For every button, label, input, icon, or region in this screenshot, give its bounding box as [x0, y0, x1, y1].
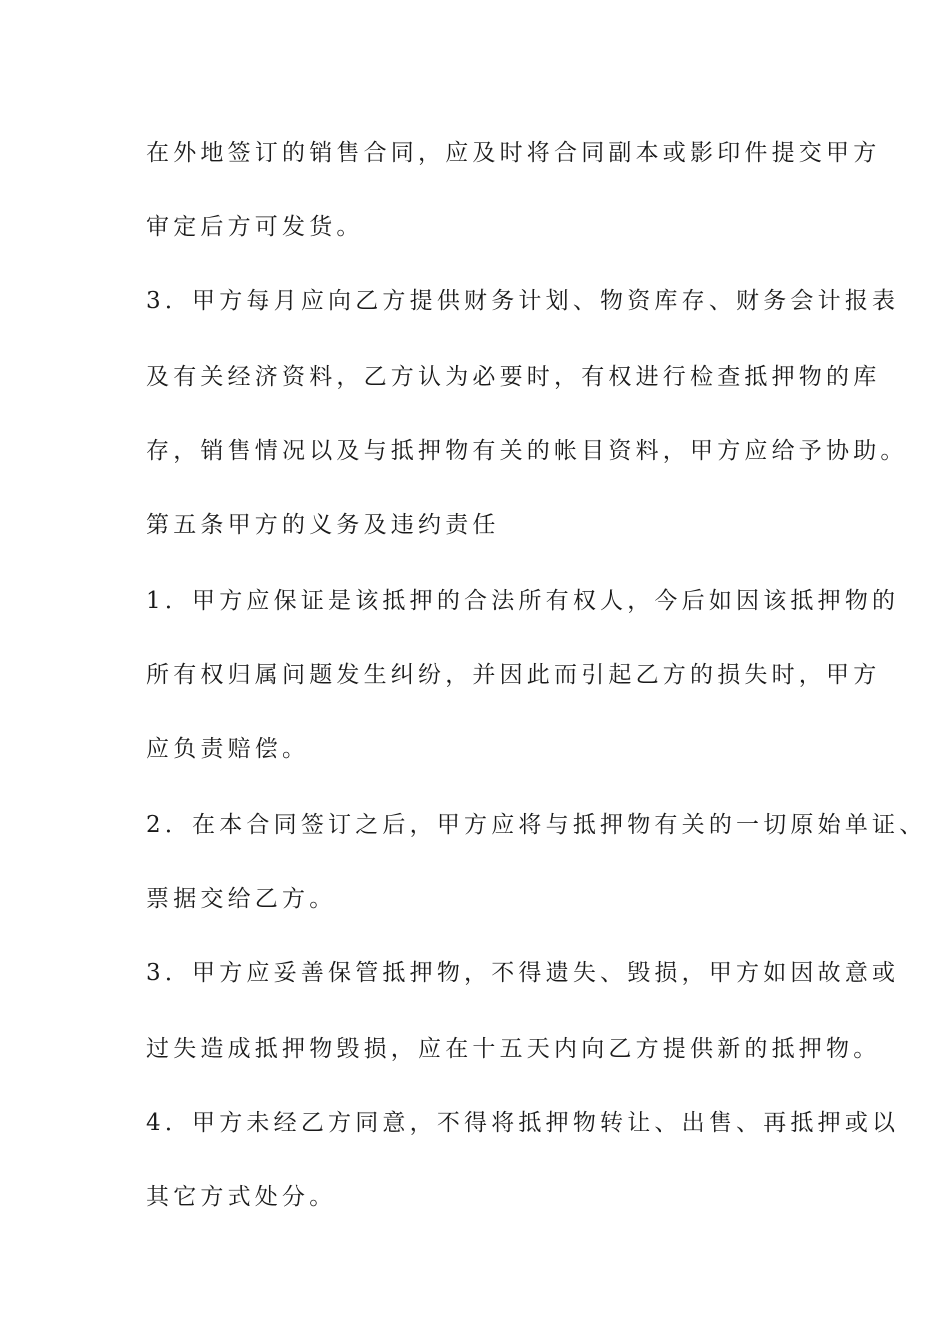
text-line: 3．甲方每月应向乙方提供财务计划、物资库存、财务会计报表	[146, 288, 900, 314]
text-line: 票据交给乙方。	[146, 886, 337, 912]
text-line: 及有关经济资料，乙方认为必要时，有权进行检查抵押物的库	[146, 364, 881, 390]
text-line: 过失造成抵押物毁损，应在十五天内向乙方提供新的抵押物。	[146, 1036, 881, 1062]
text-line: 在外地签订的销售合同，应及时将合同副本或影印件提交甲方	[146, 140, 881, 166]
text-line: 所有权归属问题发生纠纷，并因此而引起乙方的损失时，甲方	[146, 662, 881, 688]
section-heading: 第五条甲方的义务及违约责任	[146, 512, 500, 538]
text-line: 2．在本合同签订之后，甲方应将与抵押物有关的一切原始单证、	[146, 812, 927, 838]
text-line: 3．甲方应妥善保管抵押物，不得遗失、毁损，甲方如因故意或	[146, 960, 900, 986]
text-line: 存，销售情况以及与抵押物有关的帐目资料，甲方应给予协助。	[146, 438, 908, 464]
text-line: 审定后方可发货。	[146, 214, 364, 240]
text-line: 4．甲方未经乙方同意，不得将抵押物转让、出售、再抵押或以	[146, 1110, 900, 1136]
text-line: 1．甲方应保证是该抵押的合法所有权人，今后如因该抵押物的	[146, 588, 900, 614]
text-line: 其它方式处分。	[146, 1184, 337, 1210]
text-line: 应负责赔偿。	[146, 736, 310, 762]
